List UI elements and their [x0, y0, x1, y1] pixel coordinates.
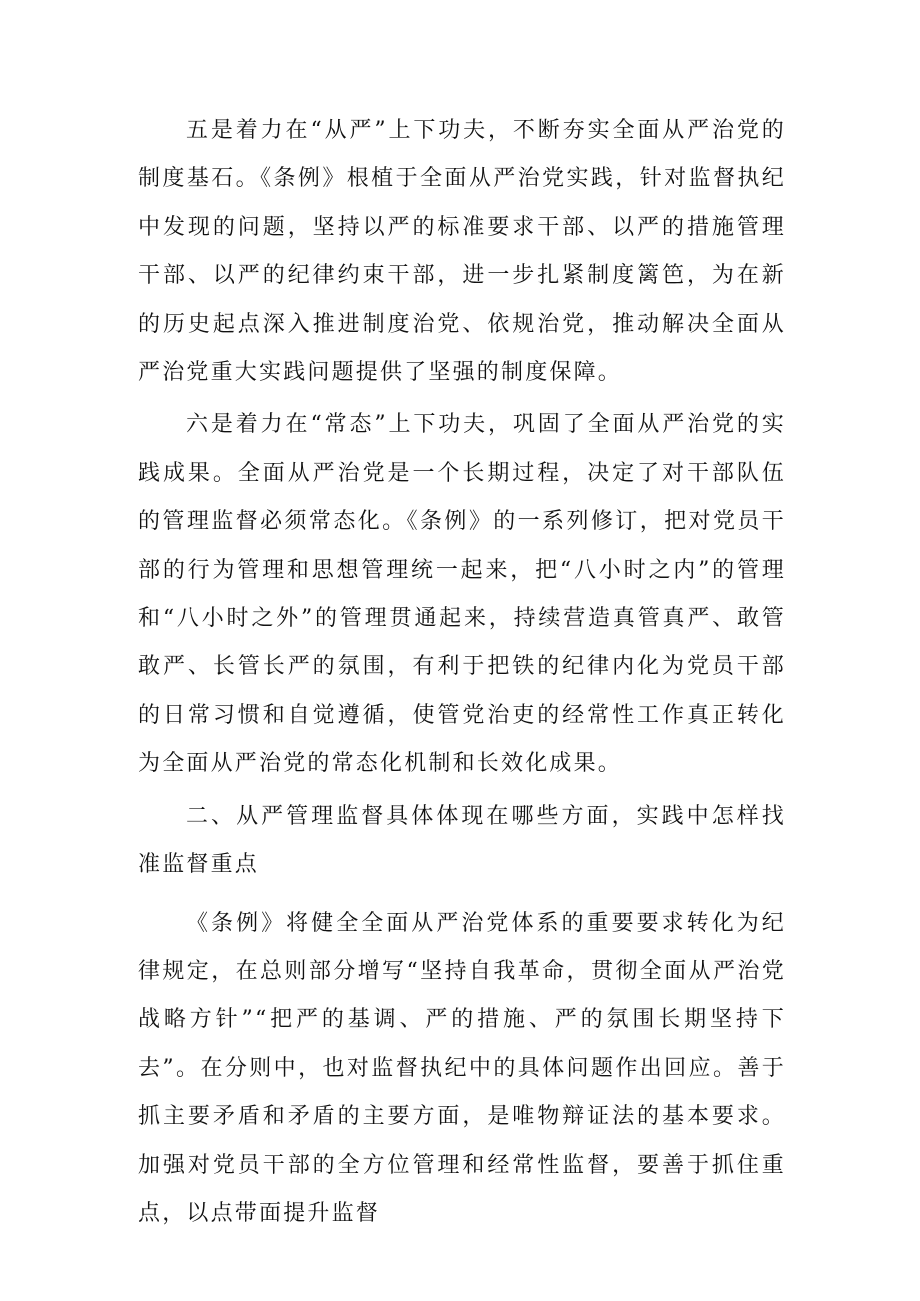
paragraph-six: 六是着力在“常态”上下功夫，巩固了全面从严治党的实践成果。全面从严治党是一个长期过程，决定了对干部队伍的管理监督必须常态化。《条例》的一系列修订，把对党员干部的行为管理和思想管理统一起来，把“八小时之内”的管理和“八小时之外”的管理贯通起来，持续营造真管真严、敢管敢严、长管长严的氛围，有利于把铁的纪律内化为党员干部的日常习惯和自觉遵循，使管党治吏的经常性工作真正转化为全面从严治党的常态化机制和长效化成果。	[138, 412, 786, 777]
paragraph-five: 五是着力在“从严”上下功夫，不断夯实全面从严治党的制度基石。《条例》根植于全面从严治党实践，针对监督执纪中发现的问题，坚持以严的标准要求干部、以严的措施管理干部、以严的纪律约束干部，进一步扎紧制度篱笆，为在新的历史起点深入推进制度治党、依规治党，推动解决全面从严治党重大实践问题提供了坚强的制度保障。	[138, 118, 786, 386]
paragraph-regulation: 《条例》将健全全面从严治党体系的重要要求转化为纪律规定，在总则部分增写“坚持自我革命，贯彻全面从严治党战略方针”“把严的基调、严的措施、严的氛围长期坚持下去”。在分则中，也对监督执纪中的具体问题作出回应。善于抓主要矛盾和矛盾的主要方面，是唯物辩证法的基本要求。加强对党员干部的全方位管理和经常性监督，要善于抓住重点，以点带面提升监督	[138, 910, 786, 1226]
document-page	[138, 107, 786, 1238]
section-heading-two: 二、从严管理监督具体体现在哪些方面，实践中怎样找准监督重点	[138, 803, 786, 878]
